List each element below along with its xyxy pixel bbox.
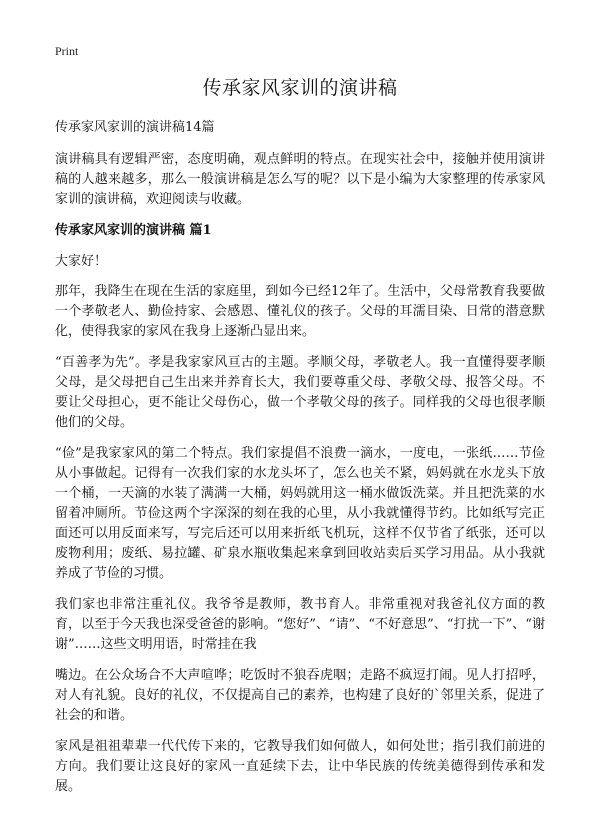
paragraph-2: “百善孝为先”。孝是我家家风亘古的主题。孝顺父母，孝敬老人。我一直懂得要孝顺父母，是父母把自己生出来并养育长大，我们要尊重父母、孝敬父母、报答父母。不要让父母担心，更不能让父母伤心，做一个孝敬父母的孩子。同样我的父母也很孝顺他们的父母。 — [55, 355, 545, 430]
paragraph-5: 嘴边。在公众场合不大声喧哗；吃饭时不狼吞虎咽；走路不疯逗打闹。见人打招呼，对人有礼貌。良好的礼仪，不仅提高自己的素养，也构建了良好的`邻里关系，促进了社会的和谐。 — [55, 668, 545, 723]
paragraph-6: 家风是祖祖辈辈一代代传下来的，它教导我们如何做人，如何处世；指引我们前进的方向。我们要让这良好的家风一直延续下去，让中华民族的传统美德得到传承和发展。 — [55, 739, 545, 794]
print-link[interactable]: Print — [55, 44, 79, 58]
paragraph-3: “俭”是我家家风的第二个特点。我们家提倡不浪费一滴水，一度电，一张纸……节俭从小事做起。记得有一次我们家的水龙头坏了，怎么也关不紧，妈妈就在水龙头下放一个桶，一天滴的水装了满满一大桶，妈妈就用这一桶水做饭洗菜。并且把洗菜的水留着冲厕所。节俭这两个字深深的刻在我的心里，从小我就懂得节约。比如纸写完正面还可以用反面来写，写完后还可以用来折纸飞机玩，这样不仅节省了纸张，还可以废物利用；废纸、易拉罐、矿泉水瓶收集起来拿到回收站卖后买学习用品。从小我就养成了节俭的习惯。 — [55, 446, 545, 581]
greeting: 大家好！ — [55, 254, 108, 269]
paragraph-4: 我们家也非常注重礼仪。我爷爷是教师，教书育人。非常重视对我爸礼仪方面的教育，以至于今天我也深受爸爸的影响。“您好”、“请”、“不好意思”、“打扰一下”、“谢谢”……这些文明用语，时常挂在我 — [55, 597, 545, 652]
document-body — [55, 74, 545, 808]
document-subtitle: 传承家风家训的演讲稿14篇 — [55, 120, 215, 135]
intro-paragraph: 演讲稿具有逻辑严密，态度明确，观点鲜明的特点。在现实社会中，接触并使用演讲稿的人越来越多，那么一般演讲稿是怎么写的呢？以下是小编为大家整理的传承家风家训的演讲稿，欢迎阅读与收藏。 — [55, 152, 545, 207]
page-title: 传承家风家训的演讲稿 — [202, 77, 398, 99]
paragraph-1: 那年，我降生在现在生活的家庭里，到如今已经12年了。生活中，父母常教育我要做一个孝敬老人、勤俭持家、会感恩、懂礼仪的孩子。父母的耳濡目染、日常的潜意默化，使得我家的家风在我身上逐渐凸显出来。 — [55, 284, 545, 339]
section-heading: 传承家风家训的演讲稿 篇1 — [55, 223, 212, 238]
